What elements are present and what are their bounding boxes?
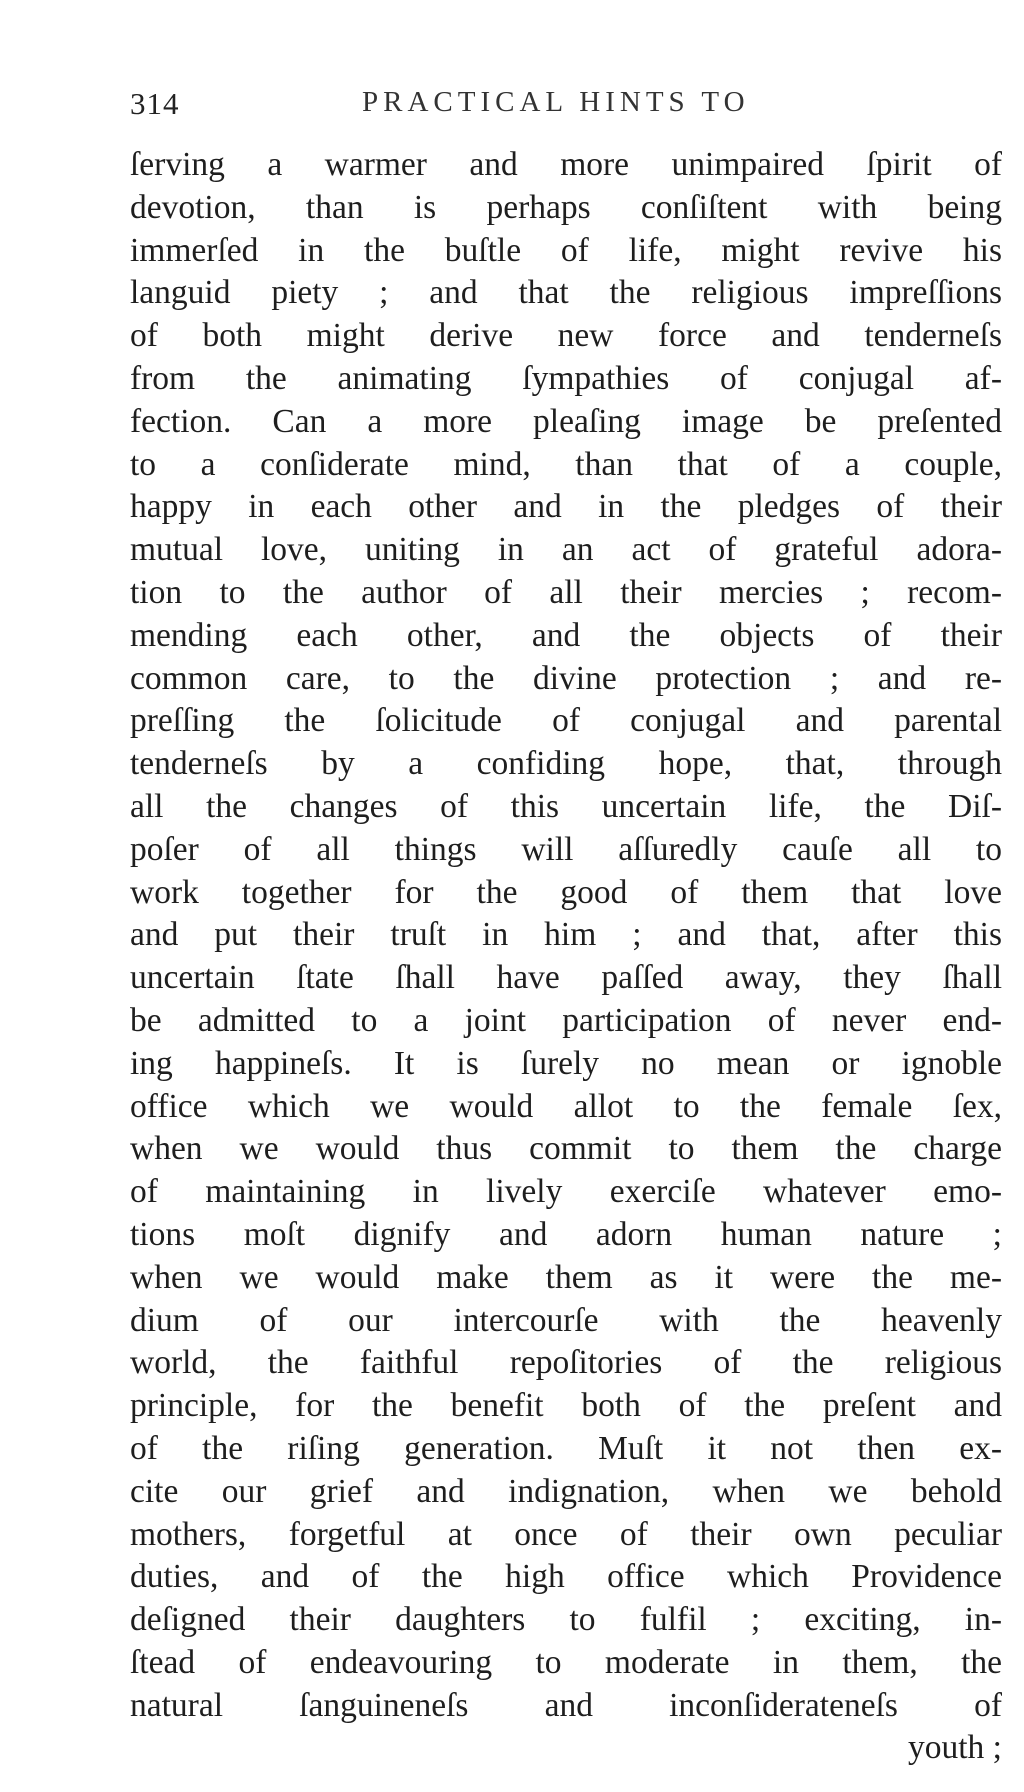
text-line: be admitted to a joint participation of never end-	[130, 1001, 1002, 1039]
text-line: youth ;	[908, 1729, 1002, 1767]
text-line: of the riſing generation. Muſt it not then ex-	[130, 1429, 1002, 1467]
text-line: work together for the good of them that love	[130, 873, 1002, 911]
text-line: ſtead of endeavouring to moderate in them, the	[130, 1643, 1002, 1681]
text-line: mutual love, uniting in an act of grateful adora-	[130, 531, 1002, 569]
text-line: ſerving a warmer and more unimpaired ſpirit of	[130, 146, 1002, 183]
text-line: of maintaining in lively exerciſe whatever emo-	[130, 1173, 1002, 1211]
text-line: duties, and of the high office which Providence	[130, 1558, 1002, 1596]
text-line: when we would make them as it were the me-	[130, 1258, 1002, 1296]
text-line: uncertain ſtate ſhall have paſſed away, they ſhall	[130, 959, 1002, 997]
running-title: PRACTICAL HINTS TO	[362, 86, 750, 118]
text-line: all the changes of this uncertain life, the Diſ-	[130, 787, 1002, 825]
text-line: mothers, forgetful at once of their own peculiar	[130, 1515, 1002, 1553]
text-line: devotion, than is perhaps conſiſtent with being	[130, 188, 1002, 226]
text-line: common care, to the divine protection ; and re-	[130, 659, 1002, 697]
text-line: from the animating ſympathies of conjugal af-	[130, 359, 1002, 397]
text-line: happy in each other and in the pledges of their	[130, 488, 1002, 526]
text-line: immerſed in the buſtle of life, might revive his	[130, 231, 1002, 269]
text-line: deſigned their daughters to fulfil ; exciting, in-	[130, 1601, 1002, 1639]
text-line: tions moſt dignify and adorn human nature ;	[130, 1215, 1002, 1253]
text-line: tenderneſs by a confiding hope, that, through	[130, 745, 1002, 783]
text-line: ing happineſs. It is ſurely no mean or ignoble	[130, 1044, 1002, 1082]
page-number: 314	[130, 86, 180, 121]
text-line: natural ſanguineneſs and inconſiderateneſs of	[130, 1686, 1002, 1724]
text-line: poſer of all things will aſſuredly cauſe all to	[130, 830, 1002, 868]
running-head	[130, 86, 1000, 126]
body-text	[130, 144, 1002, 1767]
text-line: when we would thus commit to them the charge	[130, 1130, 1002, 1168]
text-line: dium of our intercourſe with the heavenly	[130, 1301, 1002, 1339]
text-line: and put their truſt in him ; and that, after this	[130, 916, 1002, 954]
text-line: principle, for the benefit both of the preſent and	[130, 1387, 1002, 1425]
text-line: of both might derive new force and tenderneſs	[130, 317, 1002, 355]
text-line: mending each other, and the objects of their	[130, 616, 1002, 654]
text-line: fection. Can a more pleaſing image be preſented	[130, 402, 1002, 440]
text-line: cite our grief and indignation, when we behold	[130, 1472, 1002, 1510]
text-line: to a conſiderate mind, than that of a couple,	[130, 445, 1002, 483]
text-line: tion to the author of all their mercies ; recom-	[130, 573, 1002, 611]
text-line: world, the faithful repoſitories of the religious	[130, 1344, 1002, 1382]
text-line: languid piety ; and that the religious impreſſions	[130, 274, 1002, 312]
text-line: office which we would allot to the female ſex,	[130, 1087, 1002, 1125]
text-line: preſſing the ſolicitude of conjugal and parental	[130, 702, 1002, 740]
